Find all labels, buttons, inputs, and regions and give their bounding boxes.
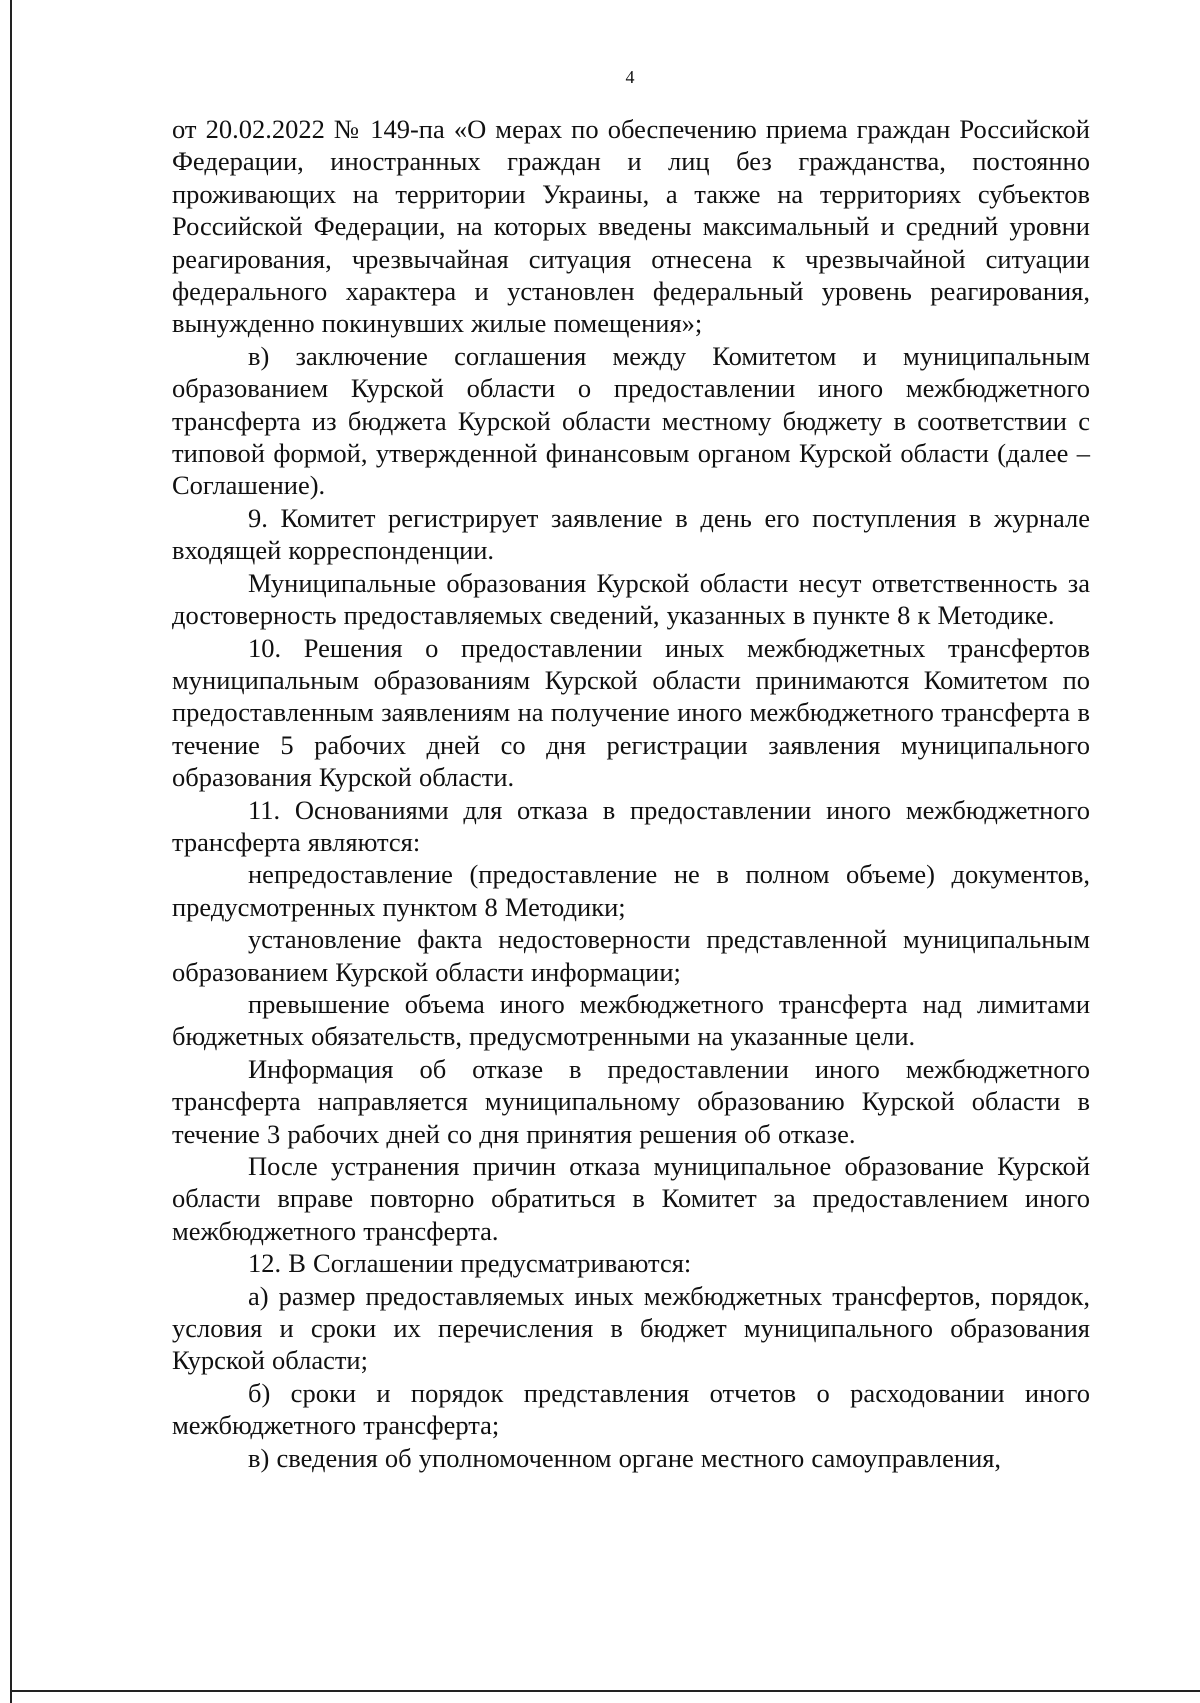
scan-border-left	[10, 0, 12, 1703]
paragraph-ground-false-info: установление факта недостоверности представленной муниципальным образованием Курской области информации;	[172, 924, 1090, 987]
page-number: 4	[625, 67, 635, 87]
paragraph-item-v-agreement: в) заключение соглашения между Комитетом и муниципальным образованием Курской области о предоставлении иного межбюджетного трансферта из бюджета Курской области местному бюджету в соответствии с типовой формой, утвержденной финансовым органом Курской области (далее – Соглашение).	[172, 340, 1090, 501]
paragraph-responsibility: Муниципальные образования Курской области несут ответственность за достоверность предоставляемых сведений, указанных в пункте 8 к Методике.	[172, 567, 1090, 631]
paragraph-item-b: б) сроки и порядок представления отчетов о расходовании иного межбюджетного трансферта;	[172, 1377, 1090, 1441]
paragraph-12-agreement-terms: 12. В Соглашении предусматриваются:	[248, 1248, 692, 1279]
paragraph-item-a: а) размер предоставляемых иных межбюджетных трансфертов, порядок, условия и сроки их перечисления в бюджет муниципального образования Курской области;	[172, 1280, 1090, 1376]
paragraph-item-v-authority: в) сведения об уполномоченном органе местного самоуправления,	[248, 1442, 1002, 1473]
paragraph-9-registration: 9. Комитет регистрирует заявление в день его поступления в журнале входящей корреспонденции.	[172, 502, 1090, 566]
paragraph-ground-documents: непредоставление (предоставление не в полном объеме) документов, предусмотренных пунктом 8 Методики;	[172, 859, 1090, 922]
paragraph-10-decisions: 10. Решения о предоставлении иных межбюджетных трансфертов муниципальным образованиям Курской области принимаются Комитетом по предоставленным заявлениям на получение иного межбюджетного трансферта в течение 5 рабочих дней со дня регистрации заявления муниципального образования Курской области.	[172, 632, 1090, 793]
paragraph-ground-limits: превышение объема иного межбюджетного трансферта над лимитами бюджетных обязательств, предусмотренными на указанные цели.	[172, 988, 1090, 1052]
paragraph-reapply: После устранения причин отказа муниципальное образование Курской области вправе повторно обратиться в Комитет за предоставлением иного межбюджетного трансферта.	[172, 1151, 1090, 1246]
document-body	[172, 113, 1090, 1474]
paragraph-refusal-notice: Информация об отказе в предоставлении иного межбюджетного трансферта направляется муниципальному образованию Курской области в течение 3 рабочих дней со дня принятия решения об отказе.	[172, 1053, 1090, 1149]
paragraph-11-refusal-grounds: 11. Основаниями для отказа в предоставлении иного межбюджетного трансферта являются:	[172, 794, 1090, 857]
paragraph-decree-reference: от 20.02.2022 № 149-па «О мерах по обеспечению приема граждан Российской Федерации, иностранных граждан и лиц без гражданства, постоянно проживающих на территории Украины, а также на территориях субъектов Российской Федерации, на которых введены максимальный и средний уровни реагирования, чрезвычайная ситуация отнесена к чрезвычайной ситуации федерального характера и установлен федеральный уровень реагирования, вынужденно покинувших жилые помещения»;	[172, 114, 1090, 339]
scan-border-bottom	[10, 1690, 1200, 1692]
